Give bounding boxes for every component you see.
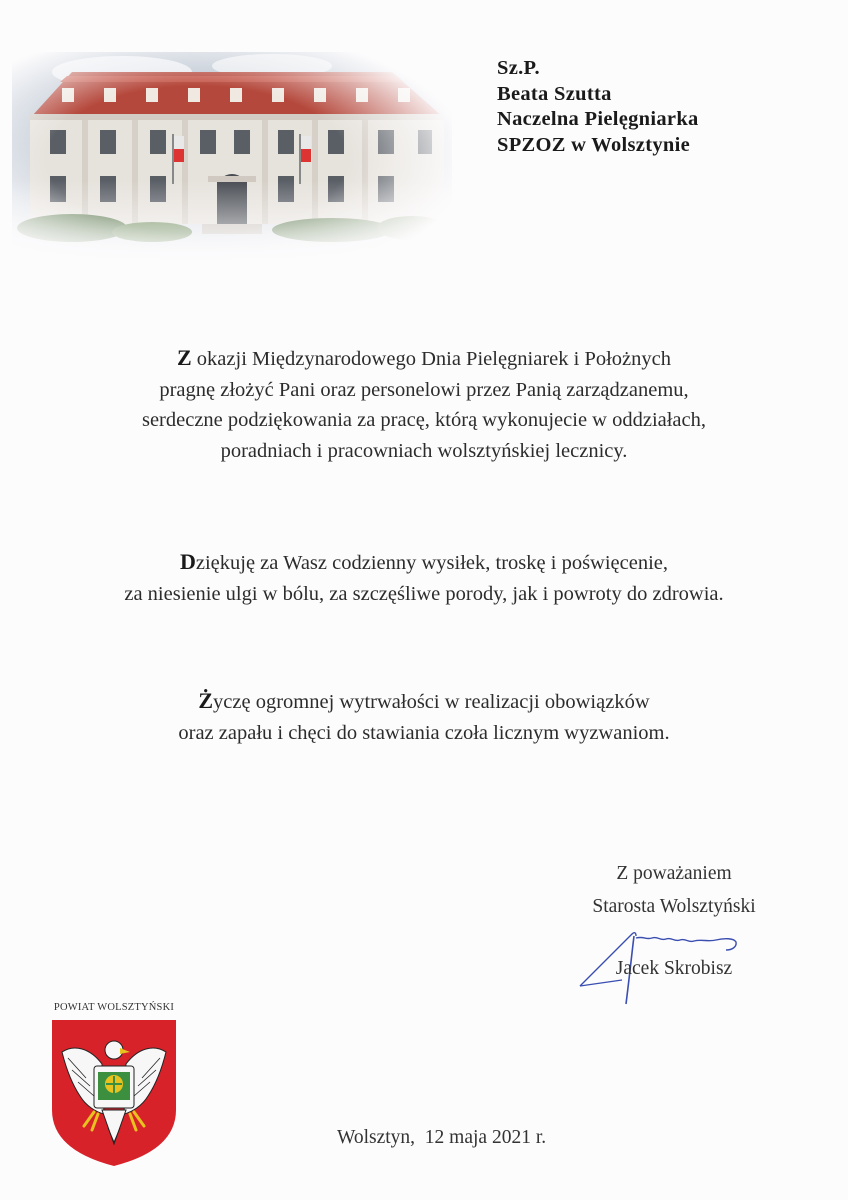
closing-title: Starosta Wolsztyński	[592, 896, 756, 917]
signer-name: Jacek Skrobisz	[615, 958, 733, 979]
date-line: Wolsztyn, 12 maja 2021 r.	[337, 1127, 547, 1148]
addressee-position: Naczelna Pielęgniarka	[497, 108, 699, 130]
paragraph-line: pragnę złożyć Pani oraz personelowi przez Panią zarządzanemu,	[159, 378, 689, 401]
paragraph-line: oraz zapału i chęci do stawiania czoła licznym wyzwaniom.	[178, 721, 670, 744]
drop-initial: D	[179, 549, 196, 574]
addressee-name: Beata Szutta	[497, 82, 612, 105]
closing-block	[560, 857, 788, 923]
paragraph-line: poradniach i pracowniach wolsztyńskiej lecznicy.	[220, 439, 628, 462]
drop-initial: Ż	[198, 688, 214, 713]
addressee-institution: SPZOZ w Wolsztynie	[497, 133, 690, 156]
paragraph-line: yczę ogromnej wytrwałości w realizacji obowiązków	[213, 691, 650, 713]
addressee-salutation: Sz.P.	[497, 57, 540, 79]
coat-of-arms-emblem	[50, 1018, 178, 1168]
paragraph-1	[60, 343, 788, 466]
paragraph-line: okazji Międzynarodowego Dnia Pielęgniarek i Położnych	[191, 348, 672, 370]
drop-initial: Z	[176, 345, 192, 370]
paragraph-line: serdeczne podziękowania za pracę, którą wykonujecie w oddziałach,	[141, 409, 707, 431]
closing-greeting: Z poważaniem	[616, 863, 732, 884]
paragraph-line: za niesienie ulgi w bólu, za szczęśliwe porody, jak i powroty do zdrowia.	[124, 582, 724, 605]
paragraph-3	[60, 686, 788, 748]
coat-of-arms-label: POWIAT WOLSZTYŃSKI	[53, 1002, 175, 1013]
paragraph-2	[60, 547, 788, 609]
addressee-block	[497, 56, 699, 158]
paragraph-line: ziękuję za Wasz codzienny wysiłek, troskę i poświęcenie,	[195, 552, 669, 574]
hospital-building-photo	[12, 52, 452, 266]
